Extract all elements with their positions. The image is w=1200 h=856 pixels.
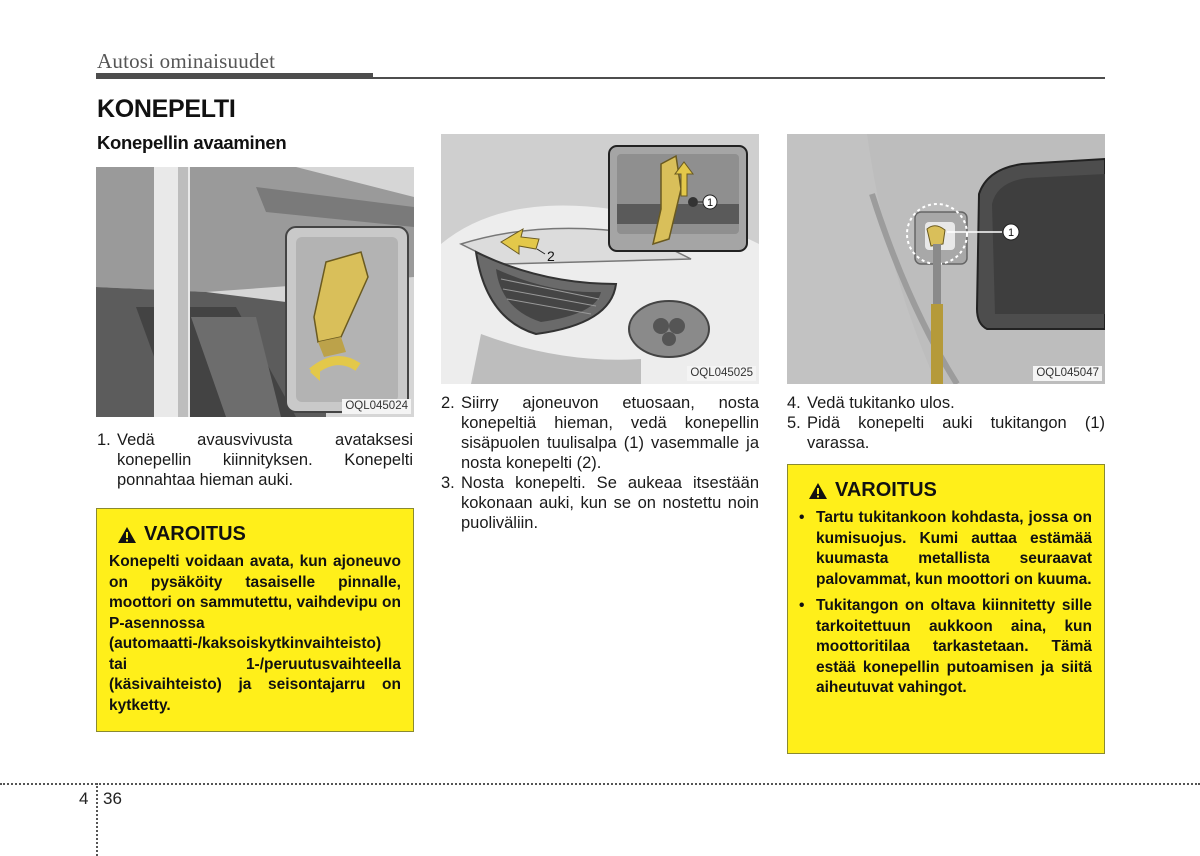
section-title: KONEPELTI [97, 95, 236, 123]
warning-title: VAROITUS [144, 523, 246, 545]
warning-text: Konepelti voidaan avata, kun ajoneuvo on pysäköity tasaiselle pinnalle, moottori on sammutettu, vaihdevipu on P-asennossa (automaatti-/kaksoiskytkinvaihteisto) tai 1-/peruutusvaihteella (käsivaihteisto) ja seisontajarru on kytketty. [109, 553, 401, 714]
warning-item: • Tartu tukitankoon kohdasta, jossa on kumisuojus. Kumi auttaa estämää kuumasta metallista seuraavat palovammat, kun moottori on kuuma. [796, 508, 1092, 590]
warning-triangle-icon [117, 526, 137, 544]
footer-dotted-rule [0, 783, 1200, 785]
figure-callout-1: 1 [1007, 227, 1015, 239]
figure-car-front-latch [441, 134, 759, 384]
figure-code: OQL045025 [687, 366, 756, 381]
page-number: 36 [103, 789, 122, 808]
step-item [97, 430, 413, 490]
subsection-title: Konepellin avaaminen [97, 132, 287, 153]
figure-support-rod [787, 134, 1105, 384]
car-front-latch-illustration [441, 134, 759, 384]
running-header: Autosi ominaisuudet [97, 49, 276, 73]
step-text: Nosta konepelti. Se aukeaa itsestään kokonaan auki, kun se on nostettu noin puoliväliin. [461, 474, 759, 532]
steps-list-col3 [787, 393, 1105, 453]
step-item [787, 413, 1105, 453]
warning-header [808, 479, 1092, 502]
step-text: Siirry ajoneuvon etuosaan, nosta konepeltiä hieman, vedä konepellin sisäpuolen tuulisalpa (1) vasemmalle ja nosta konepelti (2). [461, 394, 759, 472]
warning-triangle-icon [808, 482, 828, 500]
figure-callout-1: 1 [706, 197, 714, 209]
step-text: Vedä avausvivusta avataksesi konepellin kiinnityksen. Konepelti ponnahtaa hieman auki. [117, 431, 413, 489]
warning-item: • Tukitangon on oltava kiinnitetty sille tarkoitettuun aukkoon aina, kun moottoritilaa tarkastetaan. Tämä estää konepellin putoamisen ja siitä aiheutuvat vahingot. [796, 596, 1092, 699]
header-rule-thick [96, 73, 373, 79]
step-number: 1. [97, 431, 111, 449]
step-text: Pidä konepelti auki tukitangon (1) varassa. [807, 414, 1105, 452]
chapter-number: 4 [79, 789, 89, 808]
warning-box [96, 508, 414, 732]
figure-callout-2: 2 [547, 248, 555, 264]
step-item [441, 393, 759, 473]
figure-code: OQL045024 [342, 399, 411, 414]
warning-list [796, 508, 1092, 699]
hood-release-lever-illustration [96, 167, 414, 417]
warning-box [787, 464, 1105, 754]
figure-code: OQL045047 [1033, 366, 1102, 381]
step-number: 2. [441, 394, 455, 412]
warning-title: VAROITUS [835, 479, 937, 501]
figure-hood-release-lever [96, 167, 414, 417]
footer-dotted-divider [96, 783, 98, 856]
warning-header [117, 523, 401, 546]
header-rule-thin [373, 77, 1105, 79]
step-number: 4. [787, 394, 801, 412]
step-number: 3. [441, 474, 455, 492]
step-number: 5. [787, 414, 801, 432]
support-rod-illustration [787, 134, 1105, 384]
steps-list-col2 [441, 393, 759, 533]
steps-list-col1 [97, 430, 413, 490]
step-item [787, 393, 1105, 413]
step-item [441, 473, 759, 533]
step-text: Vedä tukitanko ulos. [807, 394, 955, 412]
